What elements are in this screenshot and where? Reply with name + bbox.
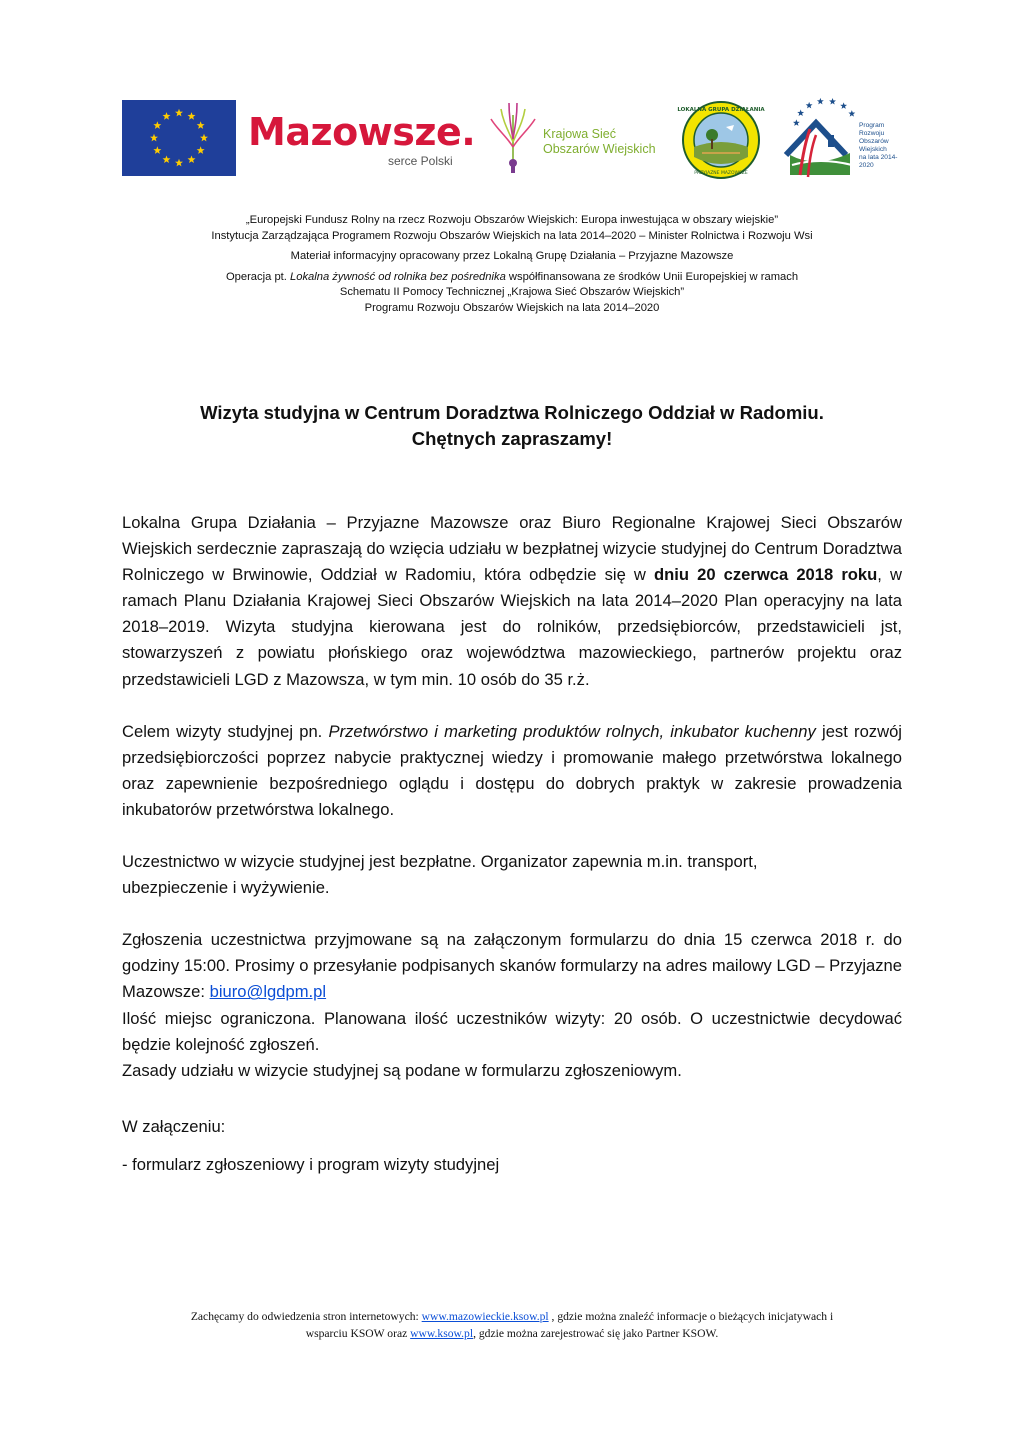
footer-text: , gdzie można zarejestrować się jako Partner KSOW. [473, 1327, 719, 1340]
ksow-text-line1: Krajowa Sieć [543, 127, 616, 141]
paragraph-purpose [122, 719, 902, 823]
intro-line: „Europejski Fundusz Rolny na rzecz Rozwoju Obszarów Wiejskich: Europa inwestująca w obszary wiejskie” [245, 214, 779, 226]
page-footer [40, 1308, 984, 1342]
intro-line: Instytucja Zarządzająca Programem Rozwoju Obszarów Wiejskich na lata 2014–2020 – Minister Rolnictwa i Rozwoju Wsi [211, 229, 813, 242]
participation-line1: Uczestnictwo w wizycie studyjnej jest bezpłatne. Organizator zapewnia m.in. transport, [122, 852, 758, 872]
intro-line4-post: współfinansowana ze środków Unii Europejskiej w ramach [505, 270, 799, 283]
lgd-ring-text: LOKALNA GRUPA DZIAŁANIA [677, 107, 765, 113]
prow-star-icon [793, 119, 800, 126]
paragraph-rules: Zasady udziału w wizycie studyjnej są podane w formularzu zgłoszeniowym. [122, 1060, 682, 1080]
footer-text: Zachęcamy do odwiedzenia stron internetowych: [190, 1310, 422, 1323]
mazowieckie-ksow-link[interactable]: www.mazowieckie.ksow.pl [421, 1310, 549, 1323]
visit-topic: Przetwórstwo i marketing produktów rolnych, inkubator kuchenny [328, 721, 816, 741]
ksow-logo [485, 97, 685, 181]
registration-text: Zgłoszenia uczestnictwa przyjmowane są na załączonym formularzu do dnia 15 czerwca 2018 r. do godziny 15:00. Prosimy o przesyłanie podpisanych skanów formularzy na adres mailowy LGD – Przyjazne Mazowsze: [122, 930, 902, 1002]
ksow-text-line2: Obszarów Wiejskich [543, 142, 656, 156]
footer-line1 [40, 1308, 984, 1325]
prow-star-icon [817, 98, 824, 105]
operation-title: Lokalna żywność od rolnika bez pośrednika [290, 270, 506, 283]
footer-text: wsparciu KSOW oraz [305, 1327, 411, 1340]
intro-line4-pre: Operacja pt. [225, 270, 290, 283]
prow-text [859, 122, 910, 170]
purpose-text-2: jest rozwój przedsiębiorczości poprzez nabycie praktycznej wiedzy i promowanie małego przetwórstwa lokalnego oraz zapewnienie bezpośredniego oglądu i dostępu do dobrych praktyk w zakresie prowadzenia inkubatorów przetwórstwa lokalnego. [122, 721, 902, 819]
intro-line [0, 270, 1024, 286]
prow-star-icon [797, 109, 804, 116]
prow-star-icon [829, 98, 836, 105]
lgd-badge-icon [677, 101, 765, 179]
prow-star-icon [806, 102, 813, 109]
mazowsze-tagline: serce Polski [388, 154, 453, 168]
prow-text-line: Rozwoju [859, 130, 885, 137]
email-link[interactable]: biuro@lgdpm.pl [209, 982, 327, 1002]
logo-row [0, 95, 1024, 185]
invitation-text-1: Lokalna Grupa Działania – Przyjazne Mazowsze oraz Biuro Regionalne Krajowej Sieci Obszarów Wiejskich serdecznie zapraszają do wzięcia udziału w bezpłatnej wizycie studyjnej do Centrum Doradztwa Rolniczego w Brwinowie, Oddział w Radomiu, która odbędzie się w [122, 513, 902, 585]
prow-house-icon [770, 95, 862, 181]
prow-text-line: Obszarów [859, 138, 889, 145]
document-title [100, 400, 924, 452]
prow-text-line: na lata 2014-2020 [859, 154, 898, 169]
attachment-item: - formularz zgłoszeniowy i program wizyty studyjnej [122, 1154, 500, 1174]
prow-logo [770, 95, 910, 183]
prow-text-line: Wiejskich [859, 146, 887, 153]
intro-line: Schematu II Pomocy Technicznej „Krajowa Sieć Obszarów Wiejskich” [339, 286, 685, 298]
invitation-text-2: , w ramach Planu Działania Krajowej Sieci Obszarów Wiejskich na lata 2014–2020 Plan operacyjny na lata 2018–2019. Wizyta studyjna kierowana jest do rolników, przedsiębiorców, przedstawicieli jst, stowarzyszeń z powiatu płońskiego oraz województwa mazowieckiego, partnerów projektu oraz przedstawicieli LGD z Mazowsza, w tym min. 10 osób do 35 r.ż. [122, 565, 902, 689]
eu-flag-logo [122, 100, 236, 176]
lgd-logo [677, 101, 765, 179]
lgd-bottom-text: PRZYJAZNE MAZOWSZE [694, 171, 748, 176]
prow-star-icon [848, 110, 855, 117]
paragraph-invitation [122, 510, 902, 693]
title-line1: Wizyta studyjna w Centrum Doradztwa Rolniczego Oddział w Radomiu. [200, 402, 824, 423]
prow-star-icon [840, 102, 847, 109]
intro-line: Materiał informacyjny opracowany przez Lokalną Grupę Działania – Przyjazne Mazowsze [290, 250, 734, 262]
funding-statement [0, 213, 1024, 316]
participation-line2: ubezpieczenie i wyżywienie. [122, 878, 330, 898]
paragraph-participation [122, 849, 902, 901]
title-line2: Chętnych zapraszamy! [411, 428, 613, 449]
purpose-text-1: Celem wizyty studyjnej pn. [122, 721, 329, 741]
event-date: dniu 20 czerwca 2018 roku [653, 565, 878, 585]
footer-line2 [40, 1325, 984, 1342]
ksow-link[interactable]: www.ksow.pl [410, 1327, 474, 1340]
eu-stars-icon [122, 100, 236, 176]
footer-text: , gdzie można znaleźć informacje o bieżących inicjatywach i [548, 1310, 834, 1323]
prow-text-line: Program [859, 122, 885, 129]
paragraph-limit: Ilość miejsc ograniczona. Planowana ilość uczestników wizyty: 20 osób. O uczestnictwie decydować będzie kolejność zgłoszeń. [122, 1008, 902, 1054]
ksow-plant-icon [485, 97, 541, 175]
mazowsze-wordmark: Mazowsze. [248, 110, 476, 154]
paragraph-registration [122, 927, 902, 1005]
attachments-heading: W załączeniu: [122, 1116, 226, 1136]
mazowsze-logo [248, 110, 480, 174]
document-body [122, 510, 902, 1178]
intro-line: Programu Rozwoju Obszarów Wiejskich na lata 2014–2020 [364, 301, 660, 314]
